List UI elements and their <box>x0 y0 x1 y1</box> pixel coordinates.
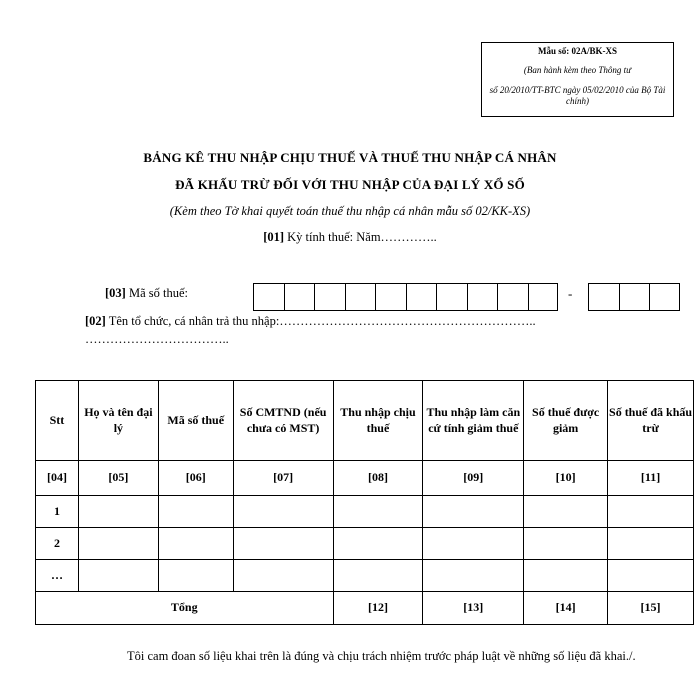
tax-id-code: [03] <box>105 286 126 300</box>
code-cell: [06] <box>158 461 233 496</box>
header-cell-tax-withheld: Số thuế đã khấu trừ <box>608 381 694 461</box>
total-code-cell: [13] <box>423 592 524 625</box>
table-row <box>36 496 694 528</box>
code-cell: [07] <box>233 461 333 496</box>
code-cell: [10] <box>524 461 608 496</box>
table-cell[interactable] <box>158 560 233 592</box>
table-cell[interactable] <box>233 528 333 560</box>
table-cell[interactable] <box>608 496 694 528</box>
table-row <box>36 528 694 560</box>
table-cell[interactable] <box>423 496 524 528</box>
form-issuance-note: (Ban hành kèm theo Thông tư <box>523 65 632 76</box>
table-cell[interactable] <box>524 560 608 592</box>
code-cell: [09] <box>423 461 524 496</box>
tax-id-line <box>105 286 188 301</box>
header-cell-tax-reduced: Số thuế được giảm <box>524 381 608 461</box>
form-code: Mẫu số: 02A/BK-XS <box>537 46 617 56</box>
table-cell[interactable] <box>524 496 608 528</box>
tax-id-digit-box[interactable] <box>345 283 376 311</box>
payer-name-continuation: …………………………….. <box>85 332 229 346</box>
table-cell[interactable] <box>524 528 608 560</box>
table-cell[interactable] <box>233 496 333 528</box>
tax-id-suffix-boxes[interactable] <box>588 283 680 311</box>
row-number: 1 <box>36 496 79 528</box>
document-title-line1: BẢNG KÊ THU NHẬP CHỊU THUẾ VÀ THUẾ THU NHẬP CÁ NHÂN <box>143 150 557 165</box>
total-code-cell: [12] <box>333 592 423 625</box>
header-cell-reduction-base: Thu nhập làm căn cứ tính giảm thuế <box>423 381 524 461</box>
table-cell[interactable] <box>78 496 158 528</box>
table-cell[interactable] <box>158 496 233 528</box>
table-cell[interactable] <box>78 528 158 560</box>
tax-period-line <box>0 230 700 245</box>
tax-period-label: Kỳ tính thuế: Năm………….. <box>284 230 437 244</box>
tax-id-separator: - <box>568 286 573 301</box>
total-label: Tổng <box>36 592 334 625</box>
declaration-text: Tôi cam đoan số liệu khai trên là đúng và chịu trách nhiệm trước pháp luật về những số liệu đã khai./. <box>127 649 636 663</box>
table-row <box>36 560 694 592</box>
table-header-row <box>36 381 694 461</box>
tax-id-digit-box[interactable] <box>375 283 406 311</box>
tax-id-digit-box[interactable] <box>253 283 284 311</box>
table-cell[interactable] <box>333 496 423 528</box>
table-cell[interactable] <box>608 560 694 592</box>
form-issuance-reference: số 20/2010/TT-BTC ngày 05/02/2010 của Bộ Tài chính) <box>489 84 666 106</box>
row-number: … <box>36 560 79 592</box>
code-cell: [08] <box>333 461 423 496</box>
table-code-row <box>36 461 694 496</box>
row-number: 2 <box>36 528 79 560</box>
income-table <box>35 380 694 625</box>
total-code-cell: [14] <box>524 592 608 625</box>
table-cell[interactable] <box>78 560 158 592</box>
header-cell-id-card: Số CMTND (nếu chưa có MST) <box>233 381 333 461</box>
tax-id-digit-box[interactable] <box>528 283 559 311</box>
form-number-box <box>481 42 674 117</box>
tax-id-digit-box[interactable] <box>284 283 315 311</box>
total-code-cell: [15] <box>608 592 694 625</box>
table-cell[interactable] <box>423 560 524 592</box>
tax-id-label: Mã số thuế: <box>125 286 188 300</box>
document-subtitle: (Kèm theo Tờ khai quyết toán thuế thu nhập cá nhân mẫu số 02/KK-XS) <box>169 204 531 218</box>
payer-code: [02] <box>85 314 106 328</box>
payer-name-line <box>85 314 536 329</box>
tax-id-suffix-digit-box[interactable] <box>588 283 619 311</box>
tax-id-main-boxes[interactable] <box>253 283 558 311</box>
header-cell-agent-name: Họ và tên đại lý <box>78 381 158 461</box>
table-total-row <box>36 592 694 625</box>
tax-id-suffix-digit-box[interactable] <box>619 283 650 311</box>
table-cell[interactable] <box>233 560 333 592</box>
code-cell: [11] <box>608 461 694 496</box>
tax-period-code: [01] <box>263 230 285 244</box>
tax-id-digit-box[interactable] <box>497 283 528 311</box>
tax-id-suffix-digit-box[interactable] <box>649 283 680 311</box>
table-cell[interactable] <box>158 528 233 560</box>
table-cell[interactable] <box>423 528 524 560</box>
code-cell: [05] <box>78 461 158 496</box>
document-title-line2: ĐÃ KHẤU TRỪ ĐỐI VỚI THU NHẬP CỦA ĐẠI LÝ XỔ SỐ <box>175 177 525 192</box>
code-cell: [04] <box>36 461 79 496</box>
table-cell[interactable] <box>333 560 423 592</box>
header-cell-tax-id: Mã số thuế <box>158 381 233 461</box>
payer-label: Tên tổ chức, cá nhân trả thu nhập:…………………………………………………….. <box>105 314 536 328</box>
table-cell[interactable] <box>333 528 423 560</box>
tax-id-digit-box[interactable] <box>406 283 437 311</box>
tax-id-digit-box[interactable] <box>314 283 345 311</box>
tax-id-digit-box[interactable] <box>436 283 467 311</box>
table-cell[interactable] <box>608 528 694 560</box>
header-cell-stt: Stt <box>36 381 79 461</box>
header-cell-taxable-income: Thu nhập chịu thuế <box>333 381 423 461</box>
tax-id-digit-box[interactable] <box>467 283 498 311</box>
